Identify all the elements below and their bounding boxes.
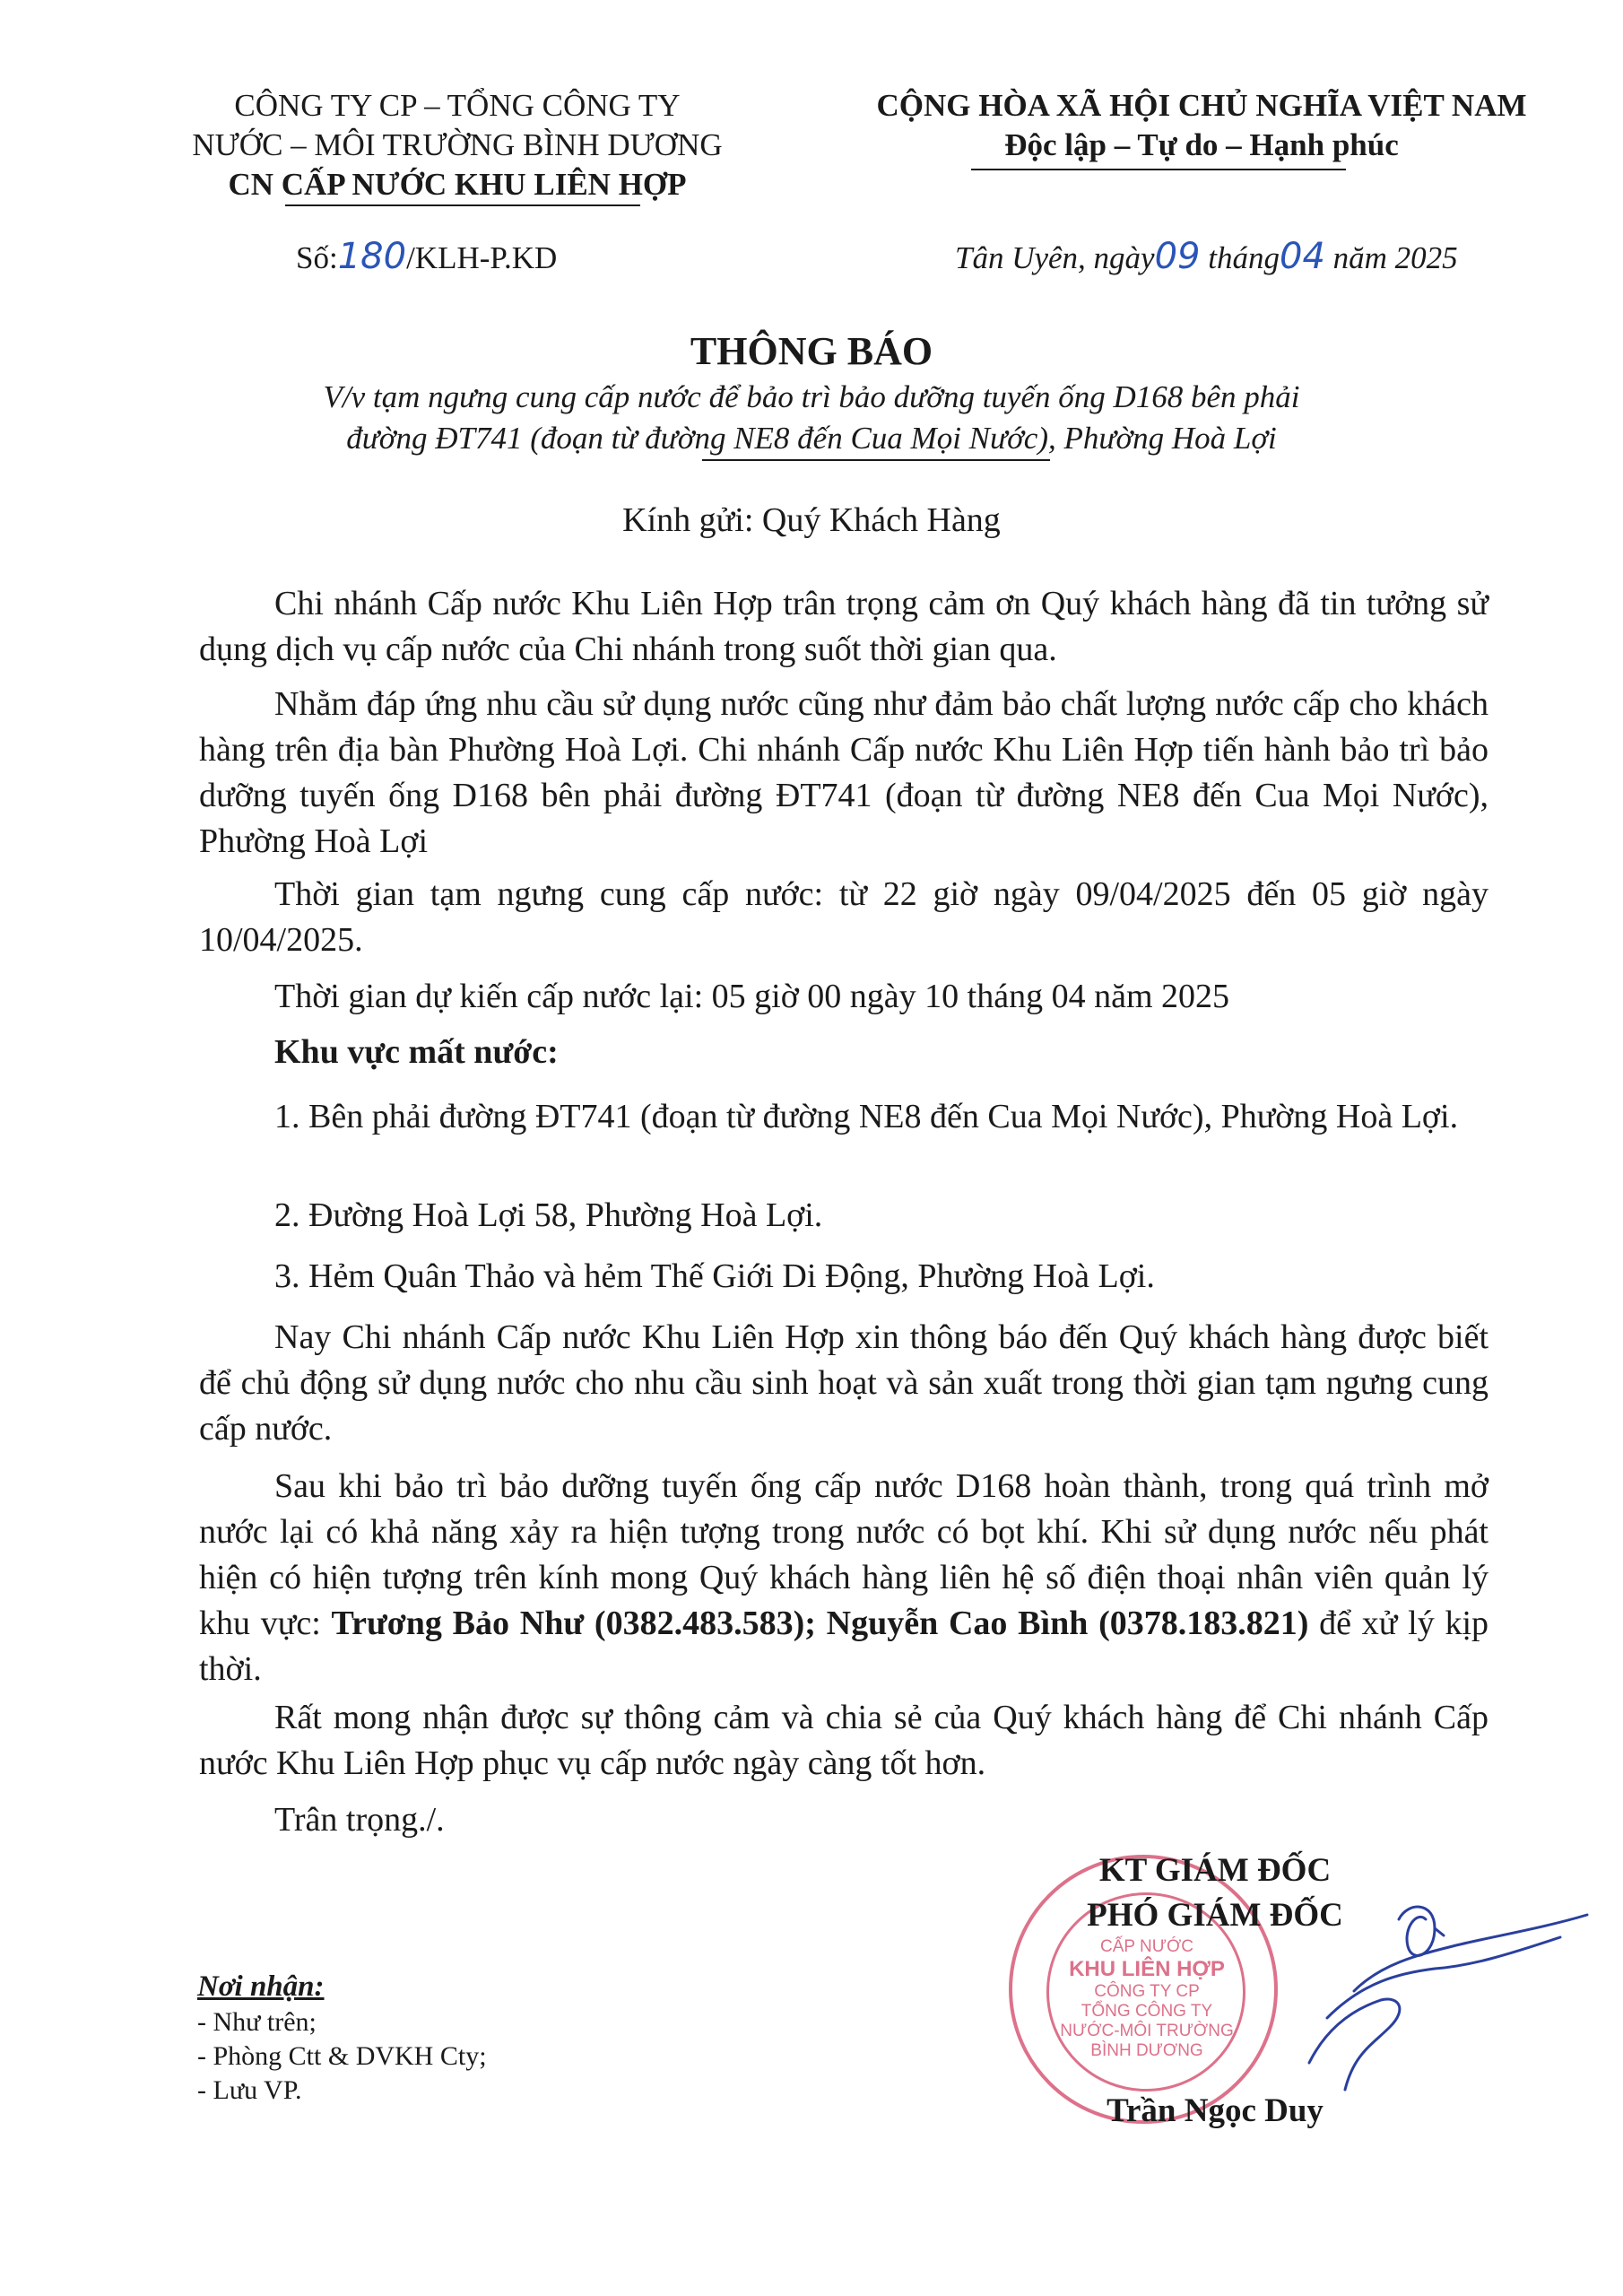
seal-line1: CẤP NƯỚC <box>1100 1937 1193 1956</box>
recipient-item: - Lưu VP. <box>197 2075 302 2105</box>
doc-no-suffix: /KLH-P.KD <box>406 240 558 275</box>
recipient-item: - Như trên; <box>197 2007 317 2037</box>
seal-line2: KHU LIÊN HỢP <box>1069 1957 1225 1981</box>
paragraph-1: Chi nhánh Cấp nước Khu Liên Hợp trân trọng cảm ơn Quý khách hàng đã tin tưởng sử dụng dịch vụ cấp nước của Chi nhánh trong suốt thời gian qua. <box>199 585 1488 668</box>
recipients <box>197 1968 487 2108</box>
seal-line3: CÔNG TY CP <box>1094 1982 1200 2001</box>
paragraph-3: Thời gian tạm ngưng cung cấp nước: từ 22 giờ ngày 09/04/2025 đến 05 giờ ngày 10/04/2025. <box>199 875 1488 959</box>
document-number <box>296 235 557 280</box>
date-day: 09 <box>1154 236 1201 277</box>
header-right <box>798 86 1605 165</box>
doc-no-handwritten: 180 <box>337 236 407 277</box>
nation-motto: Độc lập – Tự do – Hạnh phúc <box>1004 127 1399 162</box>
contact-staff: Trương Bảo Như (0382.483.583); Nguyễn Cao Bình (0378.183.821) <box>331 1605 1309 1642</box>
document-title: THÔNG BÁO <box>690 329 933 373</box>
subject-line2: đường ĐT741 (đoạn từ đường NE8 đến Cua Mọi Nước), Phường Hoà Lợi <box>346 421 1277 456</box>
org-name-line1: CÔNG TY CP – TỔNG CÔNG TY <box>234 88 681 123</box>
subject-underline <box>702 459 1050 461</box>
signature-title-2: PHÓ GIÁM ĐỐC <box>1087 1897 1343 1934</box>
document-date <box>955 235 1458 280</box>
greeting: Kính gửi: Quý Khách Hàng <box>622 501 1001 539</box>
paragraph-6 <box>199 1464 1488 1692</box>
signer-name: Trần Ngọc Duy <box>1107 2092 1324 2129</box>
nation-name: CỘNG HÒA XÃ HỘI CHỦ NGHĨA VIỆT NAM <box>876 88 1527 123</box>
header-left <box>135 86 780 204</box>
paragraph-2: Nhằm đáp ứng nhu cầu sử dụng nước cũng như đảm bảo chất lượng nước cấp cho khách hàng trên địa bàn Phường Hoà Lợi. Chi nhánh Cấp nước Khu Liên Hợp tiến hành bảo trì bảo dưỡng tuyến ống D168 bên phải đường ĐT741 (đoạn từ đường NE8 đến Cua Mọi Nước), Phường Hoà Lợi <box>199 685 1488 860</box>
date-month: 04 <box>1280 236 1325 277</box>
handwritten-signature <box>1058 1883 1596 2117</box>
date-mid: tháng <box>1208 240 1280 275</box>
seal-line5: NƯỚC-MÔI TRƯỜNG <box>1060 2022 1234 2040</box>
motto-underline <box>971 169 1346 170</box>
branch-name: CN CẤP NƯỚC KHU LIÊN HỢP <box>228 167 687 202</box>
paragraph-4: Thời gian dự kiến cấp nước lại: 05 giờ 00 ngày 10 tháng 04 năm 2025 <box>274 978 1230 1015</box>
doc-no-prefix: Số: <box>296 240 338 275</box>
recipient-item: - Phòng Ctt & DVKH Cty; <box>197 2041 487 2071</box>
area-item-1: 1. Bên phải đường ĐT741 (đoạn từ đường NE8 đến Cua Mọi Nước), Phường Hoà Lợi. <box>274 1098 1459 1135</box>
area-heading: Khu vực mất nước: <box>274 1033 559 1071</box>
date-suffix: năm 2025 <box>1332 240 1458 275</box>
date-prefix: Tân Uyên, ngày <box>955 240 1155 275</box>
recipients-heading: Nơi nhận: <box>197 1970 325 2003</box>
org-name-line2: NƯỚC – MÔI TRƯỜNG BÌNH DƯƠNG <box>192 127 723 162</box>
area-item-3: 3. Hẻm Quân Thảo và hẻm Thế Giới Di Động, Phường Hoà Lợi. <box>274 1257 1155 1295</box>
subject-line1: V/v tạm ngưng cung cấp nước để bảo trì bảo dưỡng tuyến ống D168 bên phải <box>323 379 1300 414</box>
seal-line4: TỔNG CÔNG TY <box>1081 2002 1213 2021</box>
paragraph-6-text: Sau khi bảo trì bảo dưỡng tuyến ống cấp nước D168 hoàn thành, trong quá trình mở nước lại có khả năng xảy ra hiện tượng trong nước có bọt khí. Khi sử dụng nước nếu phát hiện có hiện tượng trên kính mong Quý khách hàng liên hệ số điện thoại nhân viên quản lý khu vực: <box>199 1467 1488 1642</box>
seal-line6: BÌNH DƯƠNG <box>1090 2041 1203 2060</box>
paragraph-5: Nay Chi nhánh Cấp nước Khu Liên Hợp xin thông báo đến Quý khách hàng được biết để chủ động sử dụng nước cho nhu cầu sinh hoạt và sản xuất trong thời gian tạm ngưng cung cấp nước. <box>199 1318 1488 1448</box>
paragraph-6-end: để xử lý kịp thời. <box>199 1605 1489 1688</box>
branch-underline <box>285 204 640 206</box>
signature-title-1: KT GIÁM ĐỐC <box>1098 1852 1332 1889</box>
closing: Trân trọng./. <box>274 1801 445 1839</box>
area-item-2: 2. Đường Hoà Lợi 58, Phường Hoà Lợi. <box>274 1196 823 1234</box>
paragraph-7: Rất mong nhận được sự thông cảm và chia sẻ của Quý khách hàng để Chi nhánh Cấp nước Khu Liên Hợp phục vụ cấp nước ngày càng tốt hơn. <box>199 1699 1488 1782</box>
